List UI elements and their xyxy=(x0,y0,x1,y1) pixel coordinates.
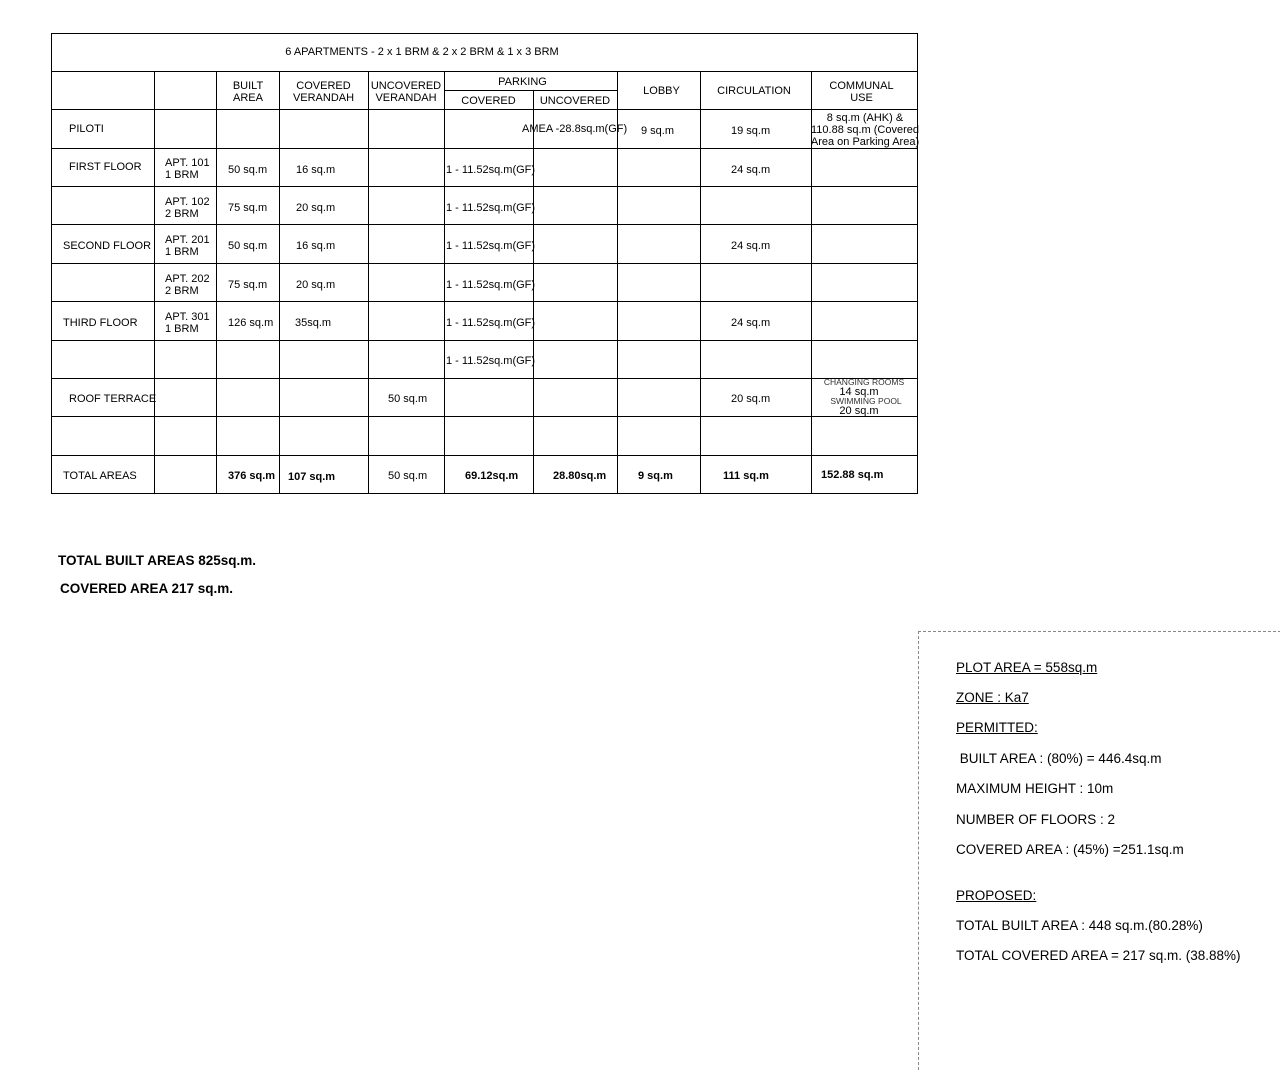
note-plot-area: PLOT AREA = 558sq.m xyxy=(956,660,1098,675)
roof-uncovered-verandah: 50 sq.m xyxy=(388,393,428,405)
piloti-circulation: 19 sq.m xyxy=(731,125,771,137)
apt-101-covered-verandah: 16 sq.m xyxy=(296,164,336,176)
header-built-area-line1: BUILT xyxy=(232,80,264,92)
total-circulation: 111 sq.m xyxy=(723,470,769,482)
area-schedule-table xyxy=(51,33,918,494)
header-lobby: LOBBY xyxy=(643,85,680,97)
note-permitted-built-area: BUILT AREA : (80%) = 446.4sq.m xyxy=(956,751,1162,766)
apt-201-parking: 1 - 11.52sq.m(GF) xyxy=(446,240,536,252)
header-parking: PARKING xyxy=(498,76,547,88)
apt-102-built-area: 75 sq.m xyxy=(228,202,268,214)
row-label-second-floor: SECOND FLOOR xyxy=(63,240,152,252)
total-communal-use: 152.88 sq.m xyxy=(821,469,884,481)
apt-202-type: 2 BRM xyxy=(165,285,199,297)
row-label-piloti: PILOTI xyxy=(69,123,104,135)
apt-201-built-area: 50 sq.m xyxy=(228,240,268,252)
extra-parking: 1 - 11.52sq.m(GF) xyxy=(446,355,536,367)
note-permitted-covered-area: COVERED AREA : (45%) =251.1sq.m xyxy=(956,842,1184,857)
roof-swimming-pool-area: 20 sq.m xyxy=(839,405,879,417)
total-covered-verandah: 107 sq.m xyxy=(288,471,336,483)
total-uncovered-verandah: 50 sq.m xyxy=(388,470,428,482)
row-label-roof-terrace: ROOF TERRACE xyxy=(69,393,157,405)
note-total-built-area: TOTAL BUILT AREA : 448 sq.m.(80.28%) xyxy=(956,918,1203,933)
header-covered-verandah-line2: VERANDAH xyxy=(292,92,355,104)
piloti-communal-line3: Area on Parking Area) xyxy=(810,136,920,148)
apt-201-name: APT. 201 xyxy=(165,234,210,246)
note-number-of-floors: NUMBER OF FLOORS : 2 xyxy=(956,812,1116,827)
apt-102-name: APT. 102 xyxy=(165,196,210,208)
summary-covered-area: COVERED AREA 217 sq.m. xyxy=(60,581,234,596)
note-maximum-height: MAXIMUM HEIGHT : 10m xyxy=(956,781,1114,796)
note-proposed-heading: PROPOSED: xyxy=(956,888,1037,903)
header-parking-uncovered: UNCOVERED xyxy=(539,95,611,107)
apt-202-built-area: 75 sq.m xyxy=(228,279,268,291)
apt-202-parking: 1 - 11.52sq.m(GF) xyxy=(446,279,536,291)
apt-301-built-area: 126 sq.m xyxy=(228,317,274,329)
note-zone: ZONE : Ka7 xyxy=(956,690,1029,705)
header-communal-use-line1: COMMUNAL xyxy=(829,80,894,92)
table-title: 6 APARTMENTS - 2 x 1 BRM & 2 x 2 BRM & 1 x 3 BRM xyxy=(285,46,559,58)
total-parking-covered: 69.12sq.m xyxy=(465,470,519,482)
roof-swimming-pool-label: SWIMMING POOL xyxy=(830,396,902,406)
apt-101-parking: 1 - 11.52sq.m(GF) xyxy=(446,164,536,176)
header-covered-verandah-line1: COVERED xyxy=(296,80,351,92)
row-label-third-floor: THIRD FLOOR xyxy=(63,317,138,329)
row-label-total-areas: TOTAL AREAS xyxy=(63,470,137,482)
header-built-area-line2: AREA xyxy=(233,92,263,104)
header-uncovered-verandah-line2: VERANDAH xyxy=(375,92,437,104)
apt-101-name: APT. 101 xyxy=(165,157,210,169)
header-circulation: CIRCULATION xyxy=(717,85,791,97)
apt-101-circulation: 24 sq.m xyxy=(731,164,771,176)
piloti-communal-line2: 110.88 sq.m (Covered xyxy=(810,124,920,136)
piloti-lobby: 9 sq.m xyxy=(641,125,675,137)
apt-301-covered-verandah: 35sq.m xyxy=(295,317,332,329)
apt-202-covered-verandah: 20 sq.m xyxy=(296,279,336,291)
apt-301-circulation: 24 sq.m xyxy=(731,317,771,329)
apt-201-circulation: 24 sq.m xyxy=(731,240,771,252)
piloti-amea-parking: AMEA -28.8sq.m(GF) xyxy=(522,123,628,135)
apt-101-type: 1 BRM xyxy=(165,169,199,181)
total-built-area: 376 sq.m xyxy=(228,470,276,482)
apt-102-type: 2 BRM xyxy=(165,208,199,220)
apt-201-covered-verandah: 16 sq.m xyxy=(296,240,336,252)
roof-circulation: 20 sq.m xyxy=(731,393,771,405)
summary-total-built-areas: TOTAL BUILT AREAS 825sq.m. xyxy=(58,553,257,568)
apt-102-parking: 1 - 11.52sq.m(GF) xyxy=(446,202,536,214)
header-communal-use-line2: USE xyxy=(850,92,873,104)
note-total-covered-area: TOTAL COVERED AREA = 217 sq.m. (38.88%) xyxy=(956,948,1241,963)
note-permitted-heading: PERMITTED: xyxy=(956,720,1038,735)
apt-301-type: 1 BRM xyxy=(165,323,199,335)
header-uncovered-verandah-line1: UNCOVERED xyxy=(370,80,442,92)
header-parking-covered: COVERED xyxy=(461,95,516,107)
roof-changing-rooms-label: CHANGING ROOMS xyxy=(823,377,905,387)
row-label-first-floor: FIRST FLOOR xyxy=(69,161,142,173)
apt-201-type: 1 BRM xyxy=(165,246,199,258)
apt-301-parking: 1 - 11.52sq.m(GF) xyxy=(446,317,536,329)
total-lobby: 9 sq.m xyxy=(638,470,673,482)
apt-101-built-area: 50 sq.m xyxy=(228,164,268,176)
apt-202-name: APT. 202 xyxy=(165,273,210,285)
apt-301-name: APT. 301 xyxy=(165,311,210,323)
total-parking-uncovered: 28.80sq.m xyxy=(553,470,607,482)
apt-102-covered-verandah: 20 sq.m xyxy=(296,202,336,214)
roof-changing-rooms-area: 14 sq.m xyxy=(839,386,879,398)
piloti-communal-line1: 8 sq.m (AHK) & xyxy=(826,112,904,124)
